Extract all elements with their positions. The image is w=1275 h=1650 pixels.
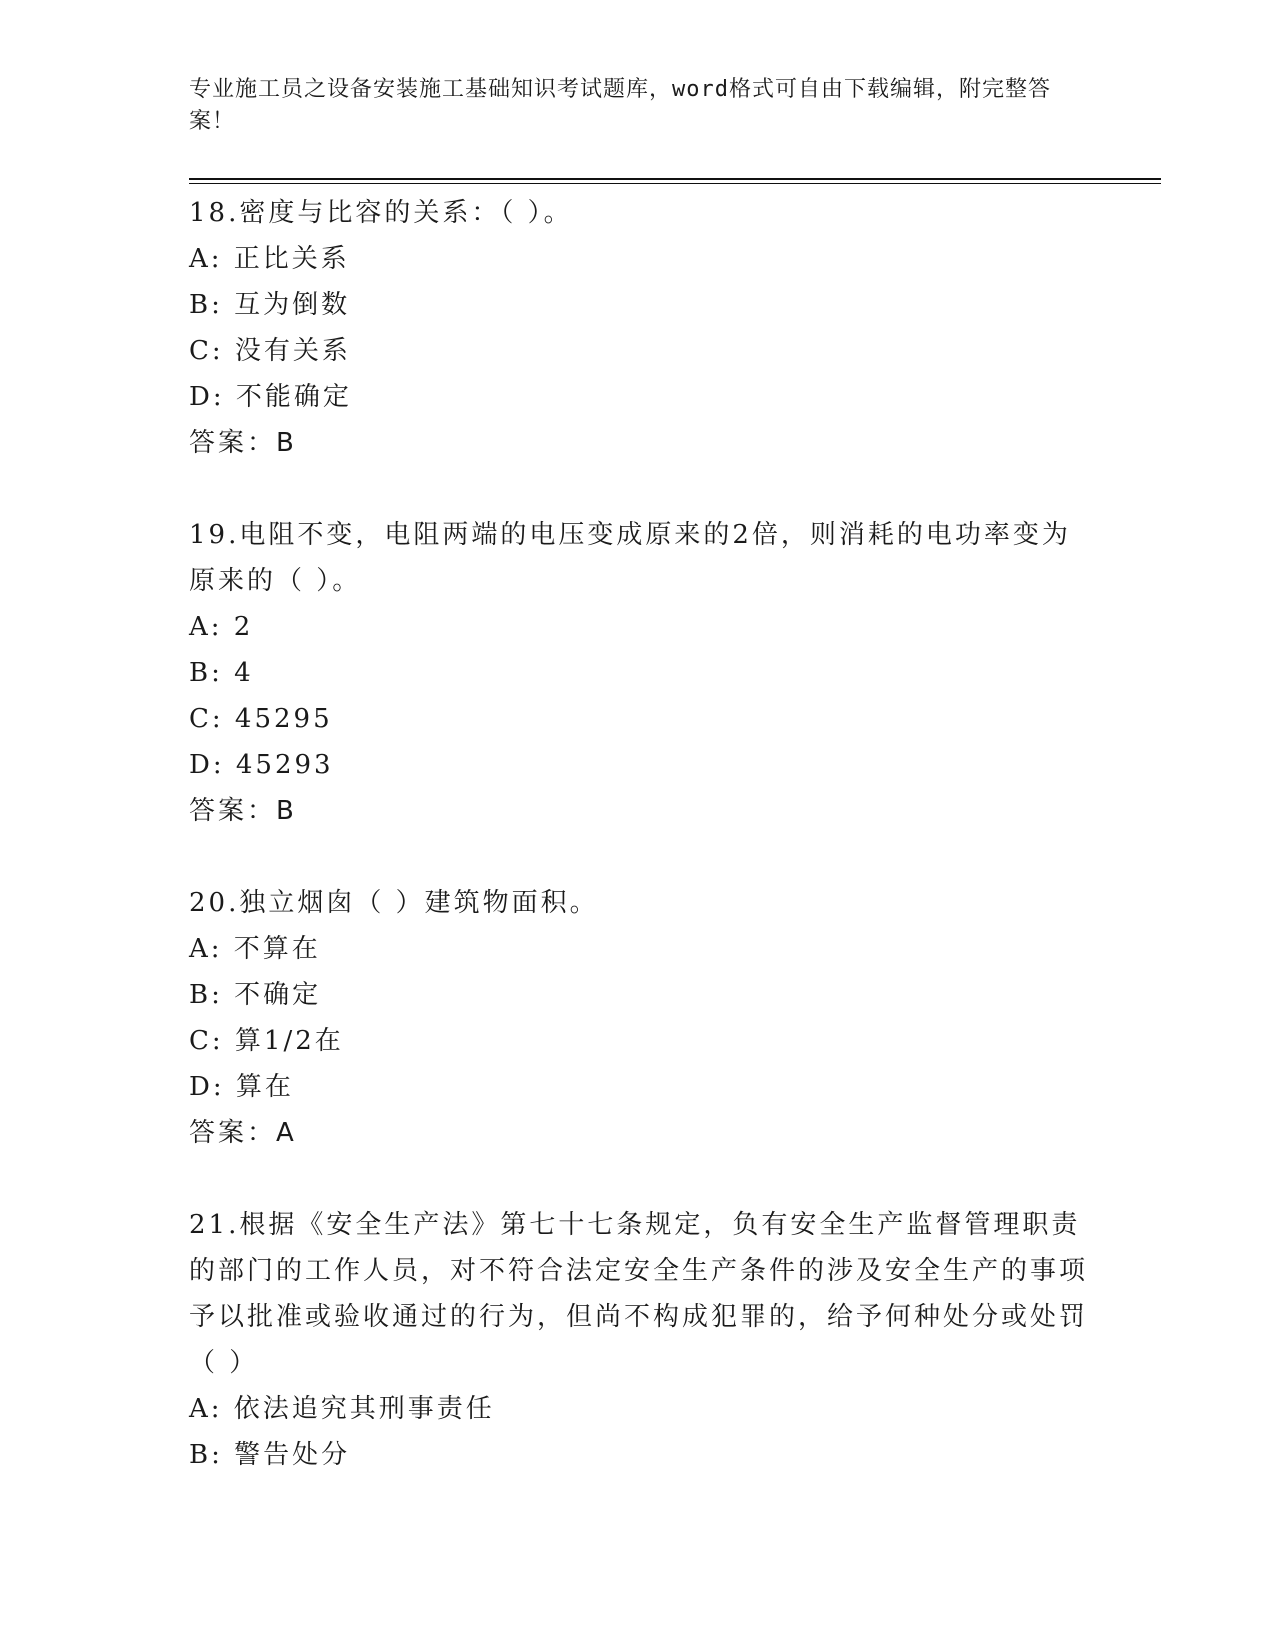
option-b: B: 互为倒数 xyxy=(189,290,351,320)
option-d: D: 算在 xyxy=(189,1072,294,1102)
option-d: D: 不能确定 xyxy=(189,382,352,412)
option-c: C: 算1/2在 xyxy=(189,1026,344,1056)
option-c: C: 没有关系 xyxy=(189,336,351,366)
option-d: D: 45293 xyxy=(189,750,334,780)
option-b: B: 警告处分 xyxy=(189,1440,351,1470)
option-a: A: 依法追究其刑事责任 xyxy=(189,1394,495,1424)
question-stem: 19.电阻不变，电阻两端的电压变成原来的2倍，则消耗的电功率变为原来的（ ）。 xyxy=(189,520,1071,596)
question-list xyxy=(189,190,1089,1524)
question-stem: 20.独立烟囱（ ）建筑物面积。 xyxy=(189,888,599,918)
answer: 答案：B xyxy=(189,796,297,826)
option-a: A: 正比关系 xyxy=(189,244,350,274)
question-21 xyxy=(189,1202,1089,1478)
question-20 xyxy=(189,880,1089,1156)
option-a: A: 不算在 xyxy=(189,934,321,964)
question-stem: 21.根据《安全生产法》第七十七条规定，负有安全生产监督管理职责的部门的工作人员，对不符合法定安全生产条件的涉及安全生产的事项予以批准或验收通过的行为，但尚不构成犯罪的，给予何种处分或处罚（ ） xyxy=(189,1210,1089,1378)
option-b: B: 不确定 xyxy=(189,980,322,1010)
answer: 答案：B xyxy=(189,428,297,458)
answer: 答案：A xyxy=(189,1118,297,1148)
document-header: 专业施工员之设备安装施工基础知识考试题库，word格式可自由下载编辑，附完整答案！ xyxy=(189,77,1051,134)
option-c: C: 45295 xyxy=(189,704,333,734)
question-stem: 18.密度与比容的关系：（ ）。 xyxy=(189,198,573,228)
question-18 xyxy=(189,190,1089,466)
header-divider-thick xyxy=(189,178,1161,180)
option-b: B: 4 xyxy=(189,658,254,688)
header-divider-thin xyxy=(189,183,1161,184)
option-a: A: 2 xyxy=(189,612,254,642)
question-19 xyxy=(189,512,1089,834)
